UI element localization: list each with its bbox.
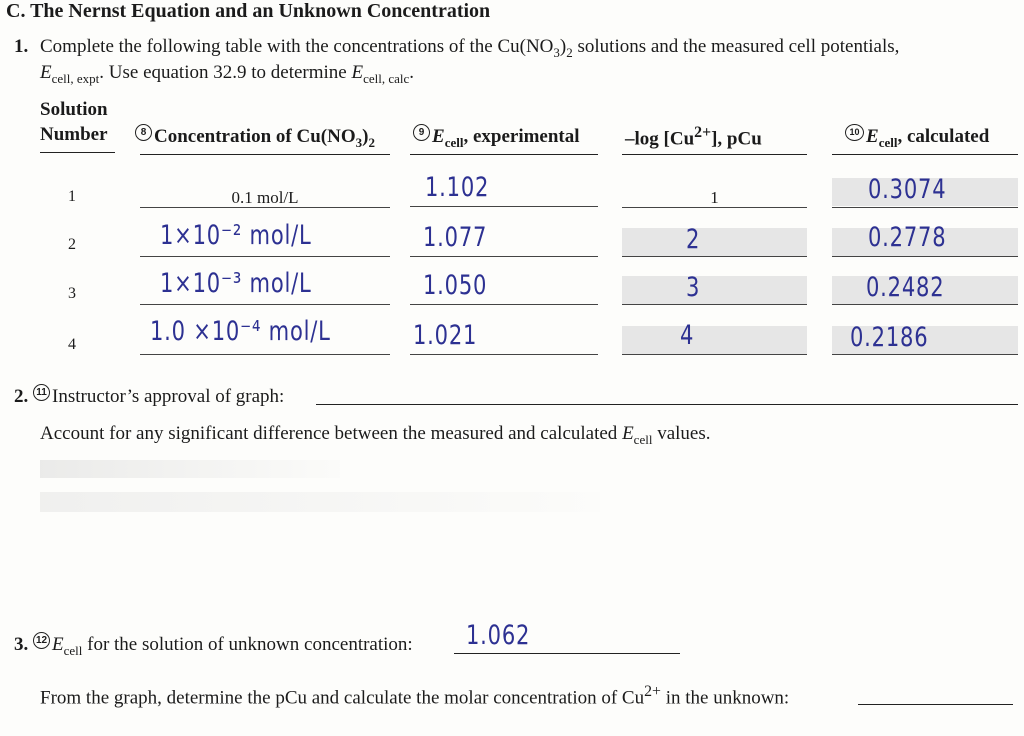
- row-3-conc-line: [140, 304, 390, 305]
- q2-line: 2. 11 Instructor’s approval of graph:: [14, 386, 285, 407]
- row-3-ecalc-line: [832, 304, 1018, 305]
- q1-text-line1: Complete the following table with the concentrations of the $Cu(NO_3)_2$ solutions and the measured cell potentials,: [40, 36, 900, 60]
- row-1-concentration: 0.1 mol/L: [231, 188, 299, 207]
- row-3-concentration: 1×10⁻³ mol/L: [160, 268, 312, 299]
- row-4-e-experimental: 1.021: [413, 320, 478, 351]
- row-4-pcu: 4: [680, 320, 695, 351]
- row-4-number: 4: [68, 336, 76, 353]
- header-e-calculated: 10 $E_{cell}$, calculated: [845, 124, 989, 151]
- header-concentration: 8 Concentration of $Cu(NO_3)_2$: [135, 124, 375, 151]
- header-pcu: –log $[Cu^{2+}]$, pCu: [625, 124, 762, 150]
- row-4-concentration: 1.0 ×10⁻⁴ mol/L: [150, 316, 331, 347]
- step-9-marker: 9: [413, 124, 430, 141]
- row-3-pcu: 3: [686, 272, 701, 303]
- header-number-underline: [40, 152, 115, 153]
- row-3-e-experimental: 1.050: [423, 270, 488, 301]
- erased-marks-2: [40, 492, 600, 512]
- header-ecalc-underline: [832, 154, 1018, 155]
- row-2-ecalc-line: [832, 256, 1018, 257]
- row-1-conc-line: [140, 207, 390, 208]
- q2-approval-line[interactable]: [316, 404, 1018, 405]
- shade-pcu-4: [622, 326, 807, 354]
- header-solution: Solution: [40, 99, 108, 120]
- row-1-e-experimental: 1.102: [425, 172, 490, 203]
- row-4-conc-line: [140, 354, 390, 355]
- q3-answer: 1.062: [466, 620, 531, 651]
- row-2-number: 2: [68, 236, 76, 253]
- row-3-e-calculated: 0.2482: [866, 272, 945, 303]
- step-10-marker: 10: [845, 124, 864, 141]
- row-1-pcu-line: [622, 207, 807, 208]
- row-1-pcu: 1: [710, 188, 719, 207]
- row-2-concentration: 1×10⁻² mol/L: [160, 220, 312, 251]
- q1-number: 1.: [14, 36, 29, 57]
- step-11-marker: 11: [33, 384, 50, 401]
- row-2-eexp-line: [410, 256, 598, 257]
- header-pcu-underline: [622, 154, 807, 155]
- row-3-number: 3: [68, 285, 76, 302]
- header-number: Number: [40, 124, 108, 145]
- row-1-ecalc-line: [832, 207, 1018, 208]
- step-12-marker: 12: [33, 632, 50, 649]
- q3-unknown-line[interactable]: [858, 704, 1013, 705]
- section-title: C. The Nernst Equation and an Unknown Concentration: [6, 0, 491, 22]
- row-3-eexp-line: [410, 304, 598, 305]
- header-e-experimental: 9 $E_{cell}$, experimental: [413, 124, 580, 151]
- row-1-number: 1: [68, 188, 76, 205]
- q2-account-text: Account for any significant difference between the measured and calculated $E_{cell}$ values.: [40, 423, 711, 447]
- row-2-conc-line: [140, 256, 390, 257]
- header-eexp-underline: [410, 154, 598, 155]
- row-3-pcu-line: [622, 304, 807, 305]
- row-4-ecalc-line: [832, 354, 1018, 355]
- q3-answer-line[interactable]: [454, 653, 680, 654]
- row-2-pcu: 2: [686, 224, 701, 255]
- shade-pcu-2: [622, 228, 807, 256]
- row-4-eexp-line: [410, 354, 598, 355]
- shade-pcu-3: [622, 276, 807, 304]
- row-2-e-calculated: 0.2778: [868, 222, 947, 253]
- q3-graph-text: From the graph, determine the pCu and calculate the molar concentration of $Cu^{2+}$ in the unknown:: [40, 683, 790, 709]
- row-1-e-calculated: 0.3074: [868, 174, 947, 205]
- q3-line: 3. 12 $E_{cell}$ for the solution of unknown concentration:: [14, 634, 413, 658]
- header-conc-underline: [140, 154, 390, 155]
- step-8-marker: 8: [135, 124, 152, 141]
- row-4-e-calculated: 0.2186: [850, 322, 929, 353]
- q1-text-line2: $E_{cell, expt}$. Use equation 32.9 to determine $E_{cell, calc}$.: [40, 62, 415, 86]
- erased-marks-1: [40, 460, 340, 478]
- row-2-e-experimental: 1.077: [423, 222, 488, 253]
- row-4-pcu-line: [622, 354, 807, 355]
- row-1-eexp-line: [410, 206, 598, 207]
- row-2-pcu-line: [622, 256, 807, 257]
